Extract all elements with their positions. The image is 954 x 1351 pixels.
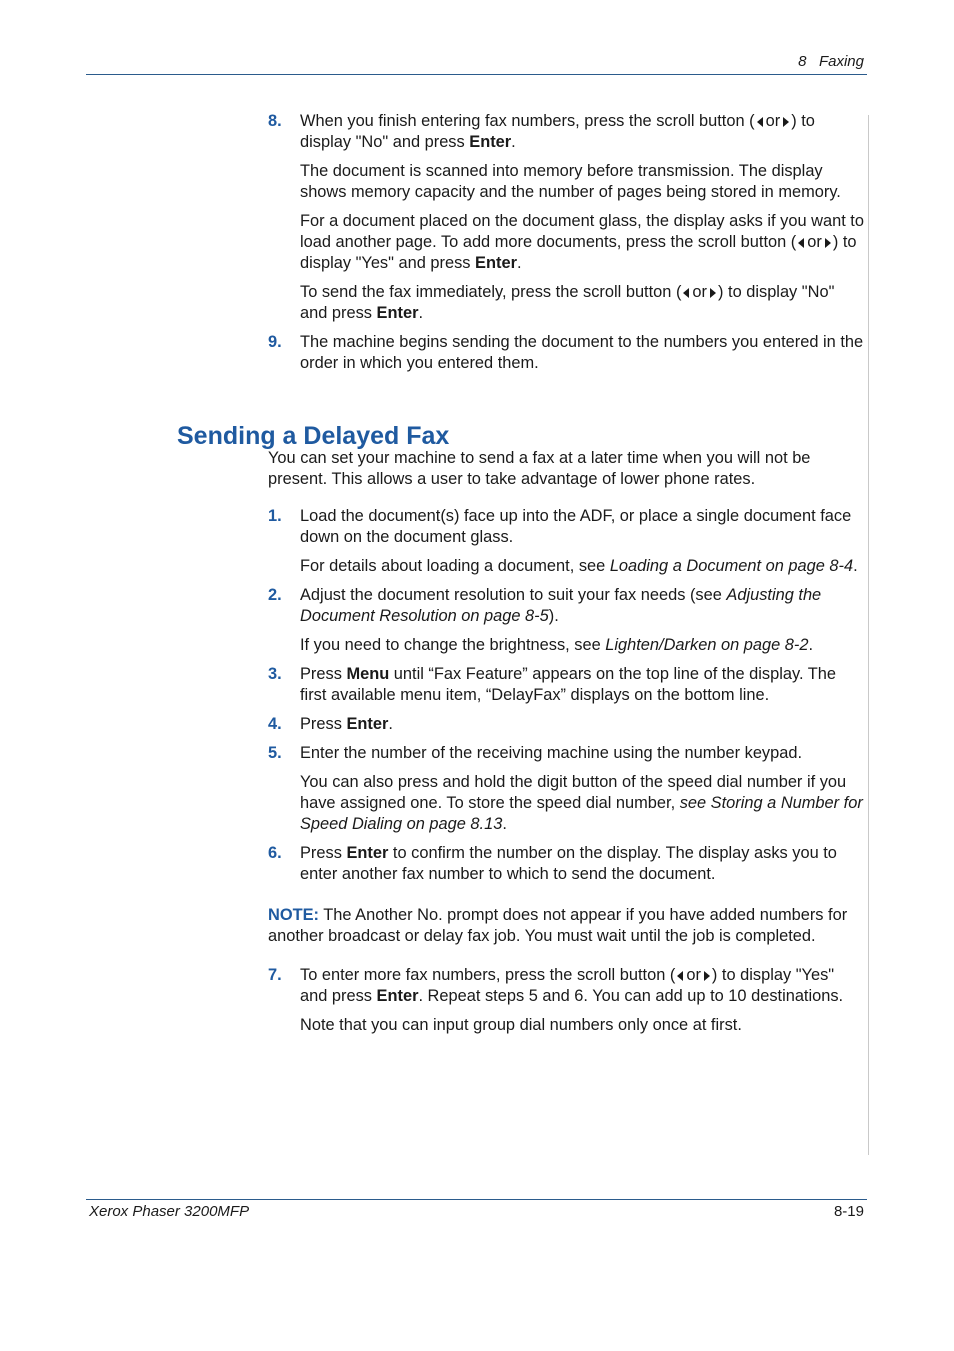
step-number: 7. (268, 966, 282, 984)
scroll-left-icon (683, 288, 689, 298)
footer-rule (86, 1199, 867, 1200)
step-paragraph: For details about loading a document, see Loading a Document on page 8-4. (300, 557, 858, 575)
scroll-right-icon (710, 288, 716, 298)
scroll-right-icon (783, 117, 789, 127)
step-5 (268, 743, 864, 835)
note-label: NOTE: (268, 906, 319, 924)
note-block (268, 905, 864, 947)
scroll-left-icon (677, 971, 683, 981)
step-number: 1. (268, 507, 282, 525)
step-number: 8. (268, 112, 282, 130)
running-header (798, 53, 864, 70)
step-9 (268, 332, 864, 374)
cross-reference-link[interactable]: see Storing a Number for Speed Dialing on page 8.13 (300, 794, 863, 833)
step-paragraph: Load the document(s) face up into the ADF, or place a single document face down on the document glass. (300, 507, 852, 546)
margin-rule (868, 115, 869, 1155)
step-paragraph: Press Menu until “Fax Feature” appears on the top line of the display. The first available menu item, “DelayFax” displays on the bottom line. (300, 665, 836, 704)
step-2 (268, 585, 864, 656)
step-paragraph: To send the fax immediately, press the scroll button ( or ) to display "No" and press Enter. (300, 283, 835, 322)
section-intro: You can set your machine to send a fax at a later time when you will not be present. This allows a user to take advantage of lower phone rates. (268, 449, 811, 488)
page-body (268, 111, 864, 1044)
step-paragraph: Adjust the document resolution to suit your fax needs (see Adjusting the Document Resolution on page 8-5). (300, 586, 822, 625)
step-1 (268, 506, 864, 577)
step-paragraph: Press Enter. (300, 715, 393, 733)
step-number: 3. (268, 665, 282, 683)
step-number: 6. (268, 844, 282, 862)
step-6 (268, 843, 864, 885)
scroll-right-icon (825, 238, 831, 248)
footer-page-number: 8-19 (833, 1203, 864, 1220)
step-paragraph: If you need to change the brightness, see Lighten/Darken on page 8-2. (300, 636, 814, 654)
step-number: 5. (268, 744, 282, 762)
step-paragraph: The document is scanned into memory before transmission. The display shows memory capacity and the number of pages being stored in memory. (300, 162, 841, 201)
step-paragraph: When you finish entering fax numbers, press the scroll button ( or ) to display "No" and press Enter. (300, 112, 815, 151)
scroll-right-icon (704, 971, 710, 981)
step-paragraph: Note that you can input group dial numbers only once at first. (300, 1016, 742, 1034)
section-title: Sending a Delayed Fax (177, 422, 450, 450)
scroll-left-icon (757, 117, 763, 127)
chapter-number: 8 (798, 53, 807, 70)
header-rule (86, 74, 867, 75)
cross-reference-link[interactable]: Adjusting the Document Resolution on page 8-5 (300, 586, 822, 625)
scroll-left-icon (798, 238, 804, 248)
step-3 (268, 664, 864, 706)
step-number: 2. (268, 586, 282, 604)
step-paragraph: The machine begins sending the document to the numbers you entered in the order in which you entered them. (300, 333, 864, 372)
note-text: The Another No. prompt does not appear if you have added numbers for another broadcast or delay fax job. You must wait until the job is completed. (268, 906, 848, 945)
step-number: 4. (268, 715, 282, 733)
step-paragraph: To enter more fax numbers, press the scroll button ( or ) to display "Yes" and press Enter. Repeat steps 5 and 6. You can add up to 10 destinations. (300, 966, 844, 1005)
step-8 (268, 111, 864, 324)
step-paragraph: You can also press and hold the digit button of the speed dial number if you have assigned one. To store the speed dial number, see Storing a Number for Speed Dialing on page 8.13. (300, 773, 863, 833)
footer-product: Xerox Phaser 3200MFP (89, 1203, 250, 1220)
step-4 (268, 714, 864, 735)
step-paragraph: For a document placed on the document glass, the display asks if you want to load another page. To add more documents, press the scroll button ( or ) to display "Yes" and press Enter. (300, 212, 864, 272)
step-number: 9. (268, 333, 282, 351)
step-paragraph: Press Enter to confirm the number on the display. The display asks you to enter another fax number to which to send the document. (300, 844, 837, 883)
step-7 (268, 965, 864, 1036)
step-paragraph: Enter the number of the receiving machine using the number keypad. (300, 744, 803, 762)
cross-reference-link[interactable]: Lighten/Darken on page 8-2 (605, 636, 809, 654)
cross-reference-link[interactable]: Loading a Document on page 8-4 (609, 557, 854, 575)
chapter-title: Faxing (818, 53, 864, 70)
